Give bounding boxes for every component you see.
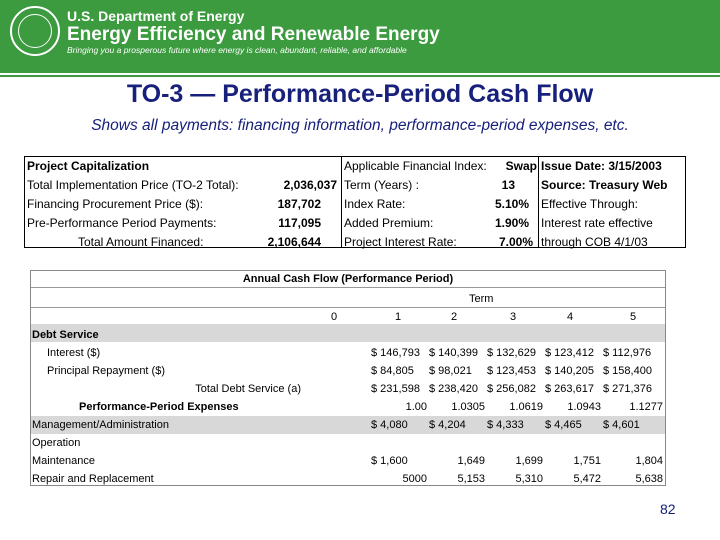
fin-label-4: Added Premium: [344, 216, 434, 230]
escalation-y4: 1.0943 [567, 401, 601, 413]
repair-y1: 5000 [402, 473, 427, 485]
repair-y2: 5,153 [457, 473, 485, 485]
mgmt-y4: $ 4,465 [545, 419, 582, 431]
cap-value-4: 2,106,644 [267, 235, 321, 249]
office-name: Energy Efficiency and Renewable Energy [67, 24, 440, 45]
year-0: 0 [331, 311, 338, 323]
maintenance-label: Maintenance [32, 455, 95, 467]
interest-y4: $ 123,412 [545, 347, 594, 359]
cap-label-3: Pre-Performance Period Payments: [27, 216, 217, 230]
repair-y3: 5,310 [515, 473, 543, 485]
term-label: Term [469, 293, 494, 305]
issue-rate-note: Interest rate effective [541, 216, 653, 230]
cap-label-2: Financing Procurement Price ($): [27, 197, 204, 211]
cash-flow-title: Annual Cash Flow (Performance Period) [242, 273, 454, 285]
mgmt-y1: $ 4,080 [371, 419, 408, 431]
doe-header-banner [0, 0, 720, 73]
repair-label: Repair and Replacement [32, 473, 154, 485]
fin-value-5: 7.00% [498, 235, 533, 249]
tagline: Bringing you a prosperous future where energy is clean, abundant, reliable, and affordable [67, 45, 407, 55]
principal-label: Principal Repayment ($) [47, 365, 165, 377]
interest-y5: $ 112,976 [603, 347, 652, 359]
principal-y4: $ 140,205 [545, 365, 594, 377]
escalation-y5: 1.1277 [629, 401, 663, 413]
interest-y2: $ 140,399 [429, 347, 478, 359]
total-debt-label: Total Debt Service (a) [195, 383, 301, 395]
repair-y4: 5,472 [573, 473, 601, 485]
maint-y4: 1,751 [573, 455, 601, 467]
capitalization-table [24, 156, 686, 248]
issue-source: Source: Treasury Web [541, 178, 668, 192]
year-5: 5 [630, 311, 637, 323]
debt-service-label: Debt Service [32, 329, 99, 341]
mgmt-label: Management/Administration [32, 419, 169, 431]
escalation-y1: 1.00 [405, 401, 427, 413]
operation-label: Operation [32, 437, 81, 449]
maint-y5: 1,804 [635, 455, 663, 467]
interest-y3: $ 132,629 [487, 347, 536, 359]
cash-flow-table [30, 270, 666, 486]
cap-label-4: Total Amount Financed: [78, 235, 204, 249]
issue-date: Issue Date: 3/15/2003 [541, 159, 662, 173]
year-2: 2 [451, 311, 458, 323]
repair-y5: 5,638 [635, 473, 663, 485]
issue-through: through COB 4/1/03 [541, 235, 648, 249]
year-3: 3 [510, 311, 517, 323]
escalation-y2: 1.0305 [451, 401, 485, 413]
slide-subtitle: Shows all payments: financing information, performance-period expenses, etc. [91, 117, 629, 134]
doe-seal-icon [10, 6, 60, 56]
total-y5: $ 271,376 [603, 383, 652, 395]
fin-value-1: Swap [505, 159, 537, 173]
year-4: 4 [567, 311, 574, 323]
cap-value-3: 117,095 [278, 216, 321, 230]
fin-value-4: 1.90% [494, 216, 529, 230]
maint-y3: 1,699 [515, 455, 543, 467]
cap-value-1: 2,036,037 [283, 178, 337, 192]
mgmt-y5: $ 4,601 [603, 419, 640, 431]
interest-y1: $ 146,793 [371, 347, 420, 359]
fin-label-1: Applicable Financial Index: [344, 159, 487, 173]
cap-label-1: Total Implementation Price (TO-2 Total): [27, 178, 239, 192]
fin-value-3: 5.10% [494, 197, 529, 211]
page-number: 82 [660, 501, 676, 517]
principal-y5: $ 158,400 [603, 365, 652, 377]
fin-label-5: Project Interest Rate: [344, 235, 457, 249]
agency-name: U.S. Department of Energy [67, 8, 245, 24]
cap-heading: Project Capitalization [27, 159, 150, 173]
total-y1: $ 231,598 [371, 383, 420, 395]
year-1: 1 [395, 311, 402, 323]
header-rule [0, 75, 720, 77]
perf-expenses-label: Performance-Period Expenses [79, 401, 239, 413]
principal-y3: $ 123,453 [487, 365, 536, 377]
principal-y2: $ 98,021 [429, 365, 472, 377]
issue-effective: Effective Through: [541, 197, 638, 211]
fin-value-2: 13 [501, 178, 515, 192]
slide-title: TO-3 — Performance-Period Cash Flow [126, 80, 594, 108]
mgmt-y2: $ 4,204 [429, 419, 466, 431]
cap-value-2: 187,702 [277, 197, 321, 211]
maint-y1: $ 1,600 [371, 455, 408, 467]
total-y2: $ 238,420 [429, 383, 478, 395]
total-y4: $ 263,617 [545, 383, 594, 395]
principal-y1: $ 84,805 [371, 365, 414, 377]
maint-y2: 1,649 [457, 455, 485, 467]
escalation-y3: 1.0619 [509, 401, 543, 413]
interest-label: Interest ($) [47, 347, 101, 359]
total-y3: $ 256,082 [487, 383, 536, 395]
fin-label-2: Term (Years) : [344, 178, 419, 192]
fin-label-3: Index Rate: [344, 197, 406, 211]
mgmt-y3: $ 4,333 [487, 419, 524, 431]
